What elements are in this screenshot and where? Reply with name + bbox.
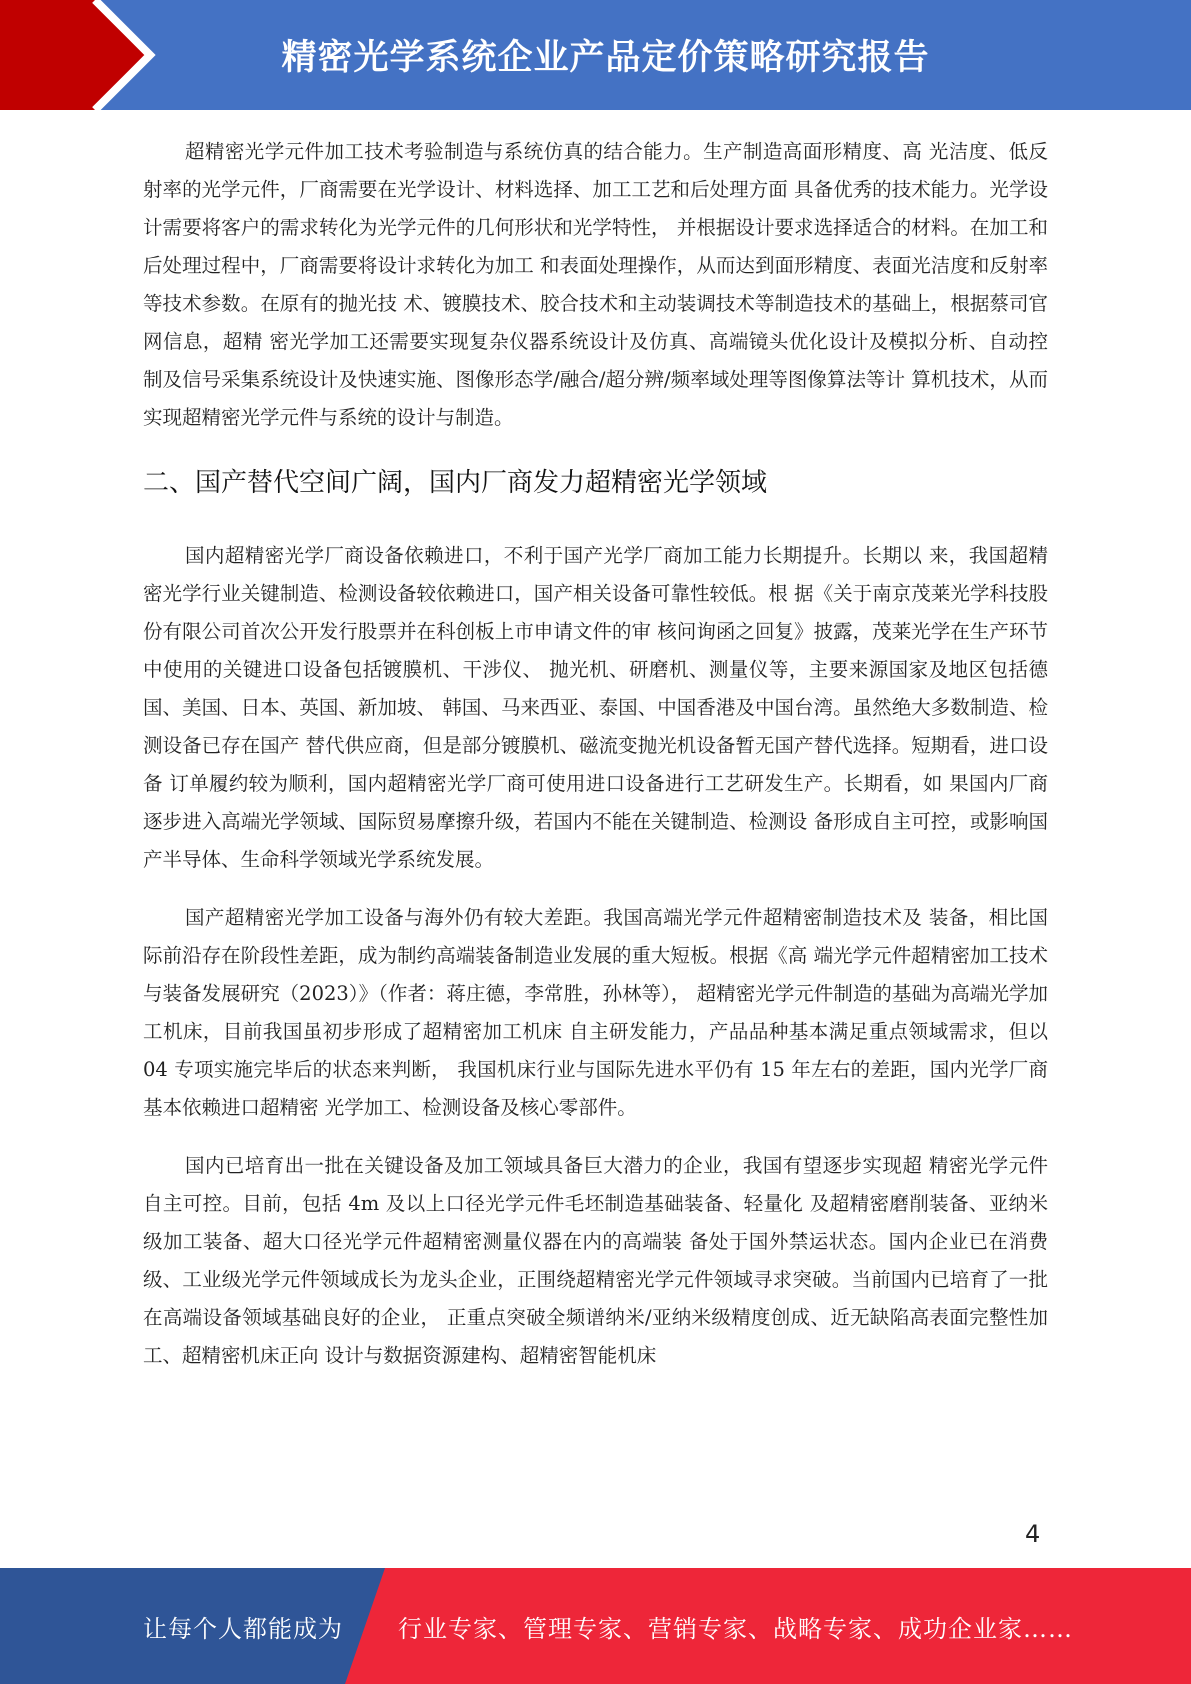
- body-paragraph-2: 国内超精密光学厂商设备依赖进口，不利于国产光学厂商加工能力长期提升。长期以 来，我国超精密光学行业关键制造、检测设备较依赖进口，国产相关设备可靠性较低。根 据《关于南京茂莱光学科技股份有限公司首次公开发行股票并在科创板上市申请文件的审 核问询函之回复》披露，茂莱光学在生产环节中使用的关键进口设备包括镀膜机、干涉仪、 抛光机、研磨机、测量仪等，主要来源国家及地区包括德国、美国、日本、英国、新加坡、 韩国、马来西亚、泰国、中国香港及中国台湾。虽然绝大多数制造、检测设备已存在国产 替代供应商，但是部分镀膜机、磁流变抛光机设备暂无国产替代选择。短期看，进口设备 订单履约较为顺利，国内超精密光学厂商可使用进口设备进行工艺研发生产。长期看，如 果国内厂商逐步进入高端光学领域、国际贸易摩擦升级，若国内不能在关键制造、检测设 备形成自主可控，或影响国产半导体、生命科学领域光学系统发展。: [143, 544, 1048, 871]
- footer-slogan-left: 让每个人都能成为: [143, 1615, 343, 1643]
- page-footer: [0, 1568, 1191, 1684]
- body-paragraph-1: 超精密光学元件加工技术考验制造与系统仿真的结合能力。生产制造高面形精度、高 光洁度、低反射率的光学元件，厂商需要在光学设计、材料选择、加工工艺和后处理方面 具备优秀的技术能力。光学设计需要将客户的需求转化为光学元件的几何形状和光学特性， 并根据设计要求选择适合的材料。在加工和后处理过程中，厂商需要将设计求转化为加工 和表面处理操作，从而达到面形精度、表面光洁度和反射率等技术参数。在原有的抛光技 术、镀膜技术、胶合技术和主动装调技术等制造技术的基础上，根据蔡司官网信息，超精 密光学加工还需要实现复杂仪器系统设计及仿真、高端镜头优化设计及模拟分析、自动控 制及信号采集系统设计及快速实施、图像形态学/融合/超分辨/频率域处理等图像算法等计 算机技术，从而实现超精密光学元件与系统的设计与制造。: [143, 140, 1048, 429]
- page-number: 4: [1025, 1520, 1041, 1548]
- body-paragraph-3: 国产超精密光学加工设备与海外仍有较大差距。我国高端光学元件超精密制造技术及 装备，相比国际前沿存在阶段性差距，成为制约高端装备制造业发展的重大短板。根据《高 端光学元件超精密加工技术与装备发展研究（2023）》（作者：蒋庄德，李常胜，孙林等）， 超精密光学元件制造的基础为高端光学加工机床，目前我国虽初步形成了超精密加工机床 自主研发能力，产品品种基本满足重点领域需求，但以 04 专项实施完毕后的状态来判断， 我国机床行业与国际先进水平仍有 15 年左右的差距，国内光学厂商基本依赖进口超精密 光学加工、检测设备及核心零部件。: [143, 906, 1048, 1119]
- document-body: [143, 133, 1048, 1375]
- report-title: 精密光学系统企业产品定价策略研究报告: [281, 38, 930, 78]
- section-heading: 二、国产替代空间广阔，国内厂商发力超精密光学领域: [143, 468, 768, 498]
- body-paragraph-4: 国内已培育出一批在关键设备及加工领域具备巨大潜力的企业，我国有望逐步实现超 精密光学元件自主可控。目前，包括 4m 及以上口径光学元件毛坯制造基础装备、轻量化 及超精密磨削装备、亚纳米级加工装备、超大口径光学元件超精密测量仪器在内的高端装 备处于国外禁运状态。国内企业已在消费级、工业级光学元件领域成长为龙头企业，正围绕超精密光学元件领域寻求突破。当前国内已培育了一批在高端设备领域基础良好的企业， 正重点突破全频谱纳米/亚纳米级精度创成、近无缺陷高表面完整性加工、超精密机床正向 设计与数据资源建构、超精密智能机床: [143, 1154, 1048, 1367]
- footer-slogan-right: 行业专家、管理专家、营销专家、战略专家、成功企业家……: [398, 1615, 1073, 1643]
- page-header: [0, 0, 1191, 110]
